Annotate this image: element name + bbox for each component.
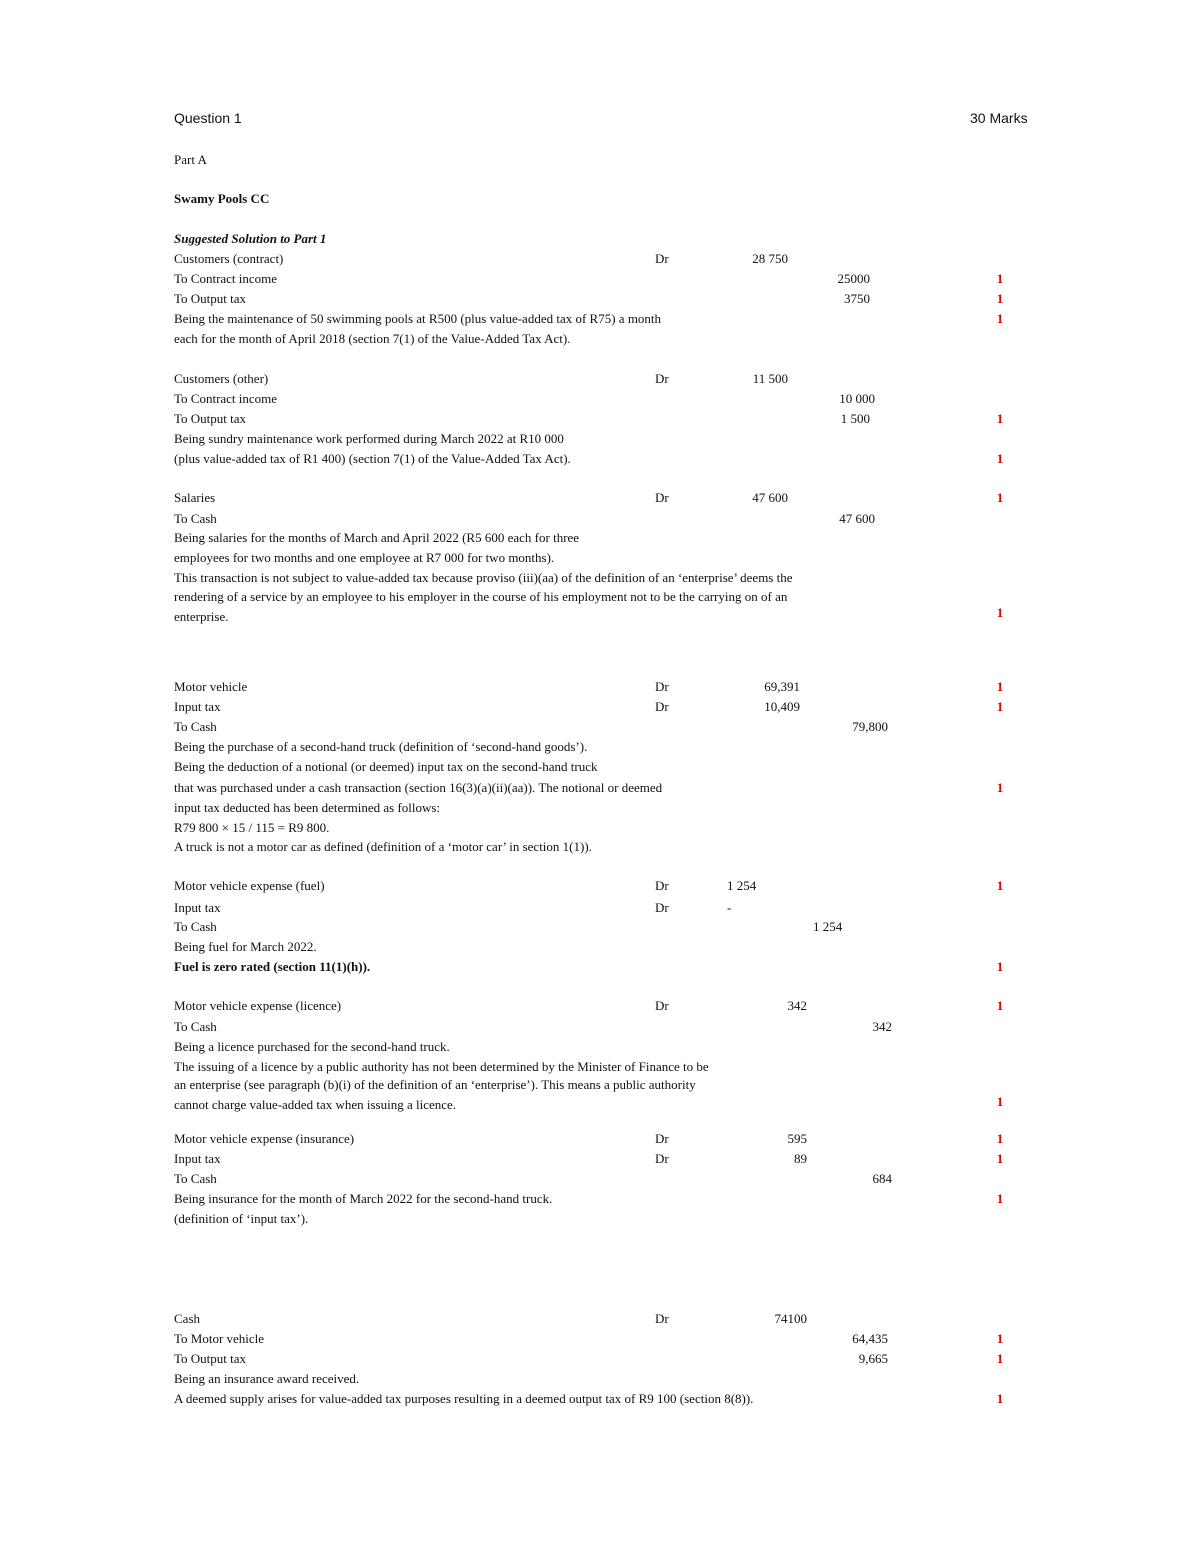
e7-dr-1: Dr bbox=[655, 1131, 669, 1146]
mark: 1 bbox=[996, 699, 1004, 714]
e3-credit-account: To Cash bbox=[174, 511, 217, 526]
e8-debit-account: Cash bbox=[174, 1311, 200, 1326]
e4-narration-3: that was purchased under a cash transaction (section 16(3)(a)(ii)(aa)). The notional or deemed bbox=[174, 780, 663, 795]
e7-debit-amount-2: 89 bbox=[794, 1151, 807, 1166]
e2-debit-account: Customers (other) bbox=[174, 371, 269, 386]
e3-debit-amount: 47 600 bbox=[752, 490, 788, 505]
e5-narration-2: Fuel is zero rated (section 11(1)(h)). bbox=[174, 959, 371, 974]
mark: 1 bbox=[996, 780, 1004, 795]
mark: 1 bbox=[996, 878, 1004, 893]
e4-narration-5: R79 800 × 15 / 115 = R9 800. bbox=[174, 820, 330, 835]
suggested-solution-heading: Suggested Solution to Part 1 bbox=[174, 231, 327, 246]
e4-credit-account: To Cash bbox=[174, 719, 217, 734]
e7-credit-account: To Cash bbox=[174, 1171, 217, 1186]
e2-credit-amount-1: 10 000 bbox=[839, 391, 875, 406]
e1-credit-amount-1: 25000 bbox=[837, 271, 870, 286]
e2-dr: Dr bbox=[655, 371, 669, 386]
e1-credit-amount-2: 3750 bbox=[844, 291, 870, 306]
question-marks: 30 Marks bbox=[970, 110, 1028, 126]
e6-dr: Dr bbox=[655, 998, 669, 1013]
e2-narration-1: Being sundry maintenance work performed during March 2022 at R10 000 bbox=[174, 431, 564, 446]
company-name: Swamy Pools CC bbox=[174, 191, 270, 206]
e5-credit-amount: 1 254 bbox=[813, 919, 843, 934]
e8-dr: Dr bbox=[655, 1311, 669, 1326]
e1-credit-account-2: To Output tax bbox=[174, 291, 247, 306]
e3-narration-2: employees for two months and one employee at R7 000 for two months). bbox=[174, 550, 555, 565]
mark: 1 bbox=[996, 1191, 1004, 1206]
e3-credit-amount: 47 600 bbox=[839, 511, 875, 526]
e5-credit-account: To Cash bbox=[174, 919, 217, 934]
e7-dr-2: Dr bbox=[655, 1151, 669, 1166]
e4-debit-account-2: Input tax bbox=[174, 699, 221, 714]
e4-narration-2: Being the deduction of a notional (or deemed) input tax on the second-hand truck bbox=[174, 759, 598, 774]
mark: 1 bbox=[996, 679, 1004, 694]
e5-debit-account-1: Motor vehicle expense (fuel) bbox=[174, 878, 325, 893]
e6-narration-1: Being a licence purchased for the second-hand truck. bbox=[174, 1039, 450, 1054]
e6-credit-amount: 342 bbox=[872, 1019, 892, 1034]
mark: 1 bbox=[996, 311, 1004, 326]
e5-debit-amount-1: 1 254 bbox=[727, 878, 757, 893]
e6-narration-4: cannot charge value-added tax when issuing a licence. bbox=[174, 1097, 457, 1112]
e1-narration-1: Being the maintenance of 50 swimming pools at R500 (plus value-added tax of R75) a month bbox=[174, 311, 662, 326]
e4-dr-2: Dr bbox=[655, 699, 669, 714]
e4-credit-amount: 79,800 bbox=[852, 719, 888, 734]
e2-credit-amount-2: 1 500 bbox=[840, 411, 870, 426]
e6-debit-amount: 342 bbox=[787, 998, 807, 1013]
e4-debit-account-1: Motor vehicle bbox=[174, 679, 248, 694]
e8-narration-2: A deemed supply arises for value-added tax purposes resulting in a deemed output tax of R9 100 (section 8(8)). bbox=[174, 1391, 754, 1406]
e3-narration-1: Being salaries for the months of March and April 2022 (R5 600 each for three bbox=[174, 530, 580, 545]
e7-debit-account-2: Input tax bbox=[174, 1151, 221, 1166]
mark: 1 bbox=[996, 1151, 1004, 1166]
e2-credit-account-2: To Output tax bbox=[174, 411, 247, 426]
e4-narration-4: input tax deducted has been determined as follows: bbox=[174, 800, 441, 815]
question-title: Question 1 bbox=[174, 110, 242, 126]
e1-debit-amount: 28 750 bbox=[752, 251, 788, 266]
e4-dr-1: Dr bbox=[655, 679, 669, 694]
e5-dr-1: Dr bbox=[655, 878, 669, 893]
e5-debit-account-2: Input tax bbox=[174, 900, 221, 915]
e5-dr-2: Dr bbox=[655, 900, 669, 915]
e6-narration-3: an enterprise (see paragraph (b)(i) of the definition of an ‘enterprise’). This means a public authority bbox=[174, 1077, 696, 1092]
e8-debit-amount: 74100 bbox=[774, 1311, 807, 1326]
e3-narration-5: enterprise. bbox=[174, 609, 229, 624]
e8-credit-amount-1: 64,435 bbox=[852, 1331, 888, 1346]
e3-dr: Dr bbox=[655, 490, 669, 505]
e3-narration-3: This transaction is not subject to value-added tax because proviso (iii)(aa) of the definition of an ‘enterprise’ deems the bbox=[174, 570, 793, 585]
e1-credit-account-1: To Contract income bbox=[174, 271, 278, 286]
e4-debit-amount-2: 10,409 bbox=[764, 699, 800, 714]
mark: 1 bbox=[996, 1391, 1004, 1406]
e4-narration-6: A truck is not a motor car as defined (definition of a ‘motor car’ in section 1(1)). bbox=[174, 839, 592, 854]
e4-narration-1: Being the purchase of a second-hand truck (definition of ‘second-hand goods’). bbox=[174, 739, 588, 754]
mark: 1 bbox=[996, 1351, 1004, 1366]
e2-debit-amount: 11 500 bbox=[752, 371, 788, 386]
mark: 1 bbox=[996, 998, 1004, 1013]
mark: 1 bbox=[996, 271, 1004, 286]
e1-dr: Dr bbox=[655, 251, 669, 266]
part-label: Part A bbox=[174, 152, 207, 167]
e8-credit-amount-2: 9,665 bbox=[858, 1351, 888, 1366]
mark: 1 bbox=[996, 1094, 1004, 1109]
mark: 1 bbox=[996, 411, 1004, 426]
e5-narration-1: Being fuel for March 2022. bbox=[174, 939, 317, 954]
mark: 1 bbox=[996, 1131, 1004, 1146]
mark: 1 bbox=[996, 451, 1004, 466]
e3-debit-account: Salaries bbox=[174, 490, 216, 505]
e8-credit-account-2: To Output tax bbox=[174, 1351, 247, 1366]
e5-debit-amount-2: - bbox=[727, 900, 732, 915]
mark: 1 bbox=[996, 291, 1004, 306]
e1-narration-2: each for the month of April 2018 (section 7(1) of the Value-Added Tax Act). bbox=[174, 331, 571, 346]
mark: 1 bbox=[996, 959, 1004, 974]
e6-narration-2: The issuing of a licence by a public authority has not been determined by the Minister of Finance to be bbox=[174, 1059, 709, 1074]
e7-debit-amount-1: 595 bbox=[787, 1131, 807, 1146]
e6-credit-account: To Cash bbox=[174, 1019, 217, 1034]
e6-debit-account: Motor vehicle expense (licence) bbox=[174, 998, 342, 1013]
mark: 1 bbox=[996, 605, 1004, 620]
mark: 1 bbox=[996, 490, 1004, 505]
e8-credit-account-1: To Motor vehicle bbox=[174, 1331, 265, 1346]
mark: 1 bbox=[996, 1331, 1004, 1346]
e8-narration-1: Being an insurance award received. bbox=[174, 1371, 360, 1386]
e7-narration-1: Being insurance for the month of March 2022 for the second-hand truck. bbox=[174, 1191, 553, 1206]
e3-narration-4: rendering of a service by an employee to his employer in the course of his employment not to be the carrying on of an bbox=[174, 589, 788, 604]
e2-narration-2: (plus value-added tax of R1 400) (section 7(1) of the Value-Added Tax Act). bbox=[174, 451, 571, 466]
e1-debit-account: Customers (contract) bbox=[174, 251, 284, 266]
e7-narration-2: (definition of ‘input tax’). bbox=[174, 1211, 309, 1226]
e7-debit-account-1: Motor vehicle expense (insurance) bbox=[174, 1131, 355, 1146]
e2-credit-account-1: To Contract income bbox=[174, 391, 278, 406]
e4-debit-amount-1: 69,391 bbox=[764, 679, 800, 694]
e7-credit-amount: 684 bbox=[872, 1171, 892, 1186]
